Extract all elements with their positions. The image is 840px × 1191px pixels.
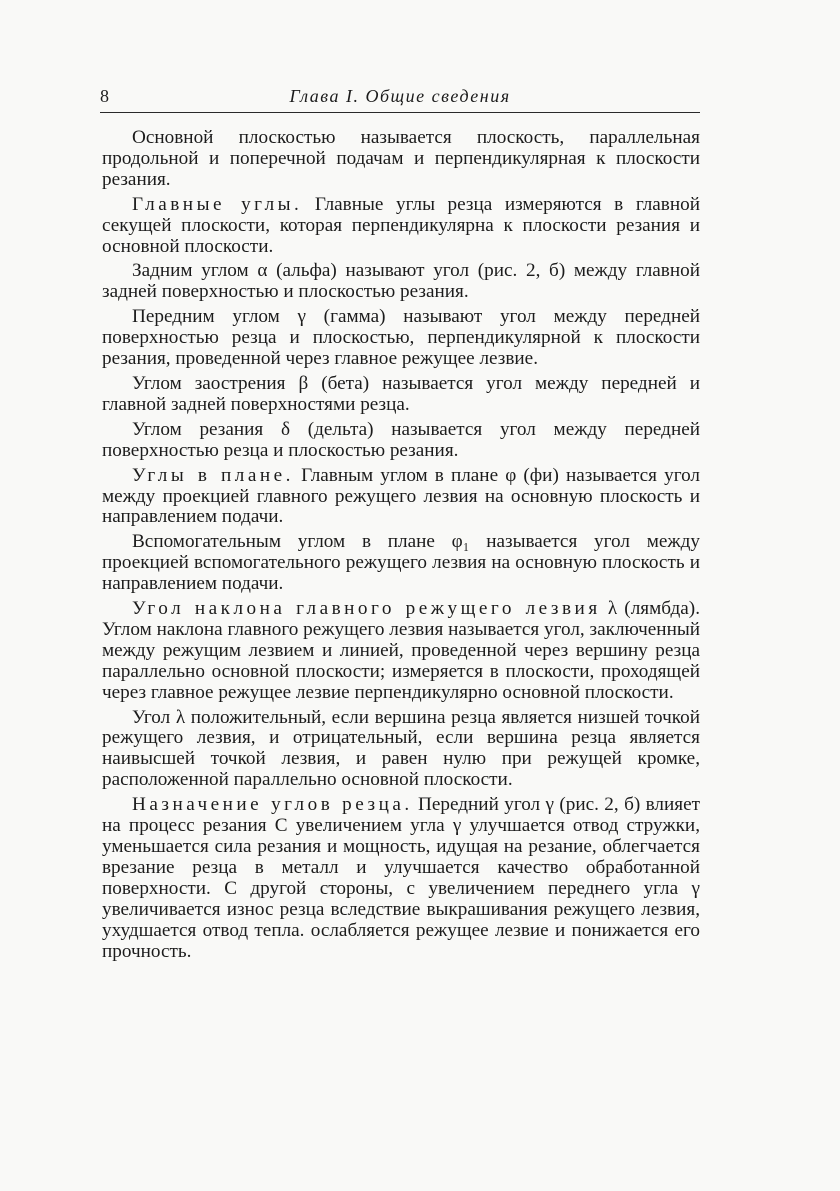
paragraph [102,466,700,529]
paragraph-lead: Главные углы. [132,193,303,215]
paragraph-text: λ (лямбда). Углом наклона главного режущего лезвия называется угол, заключенный между режущим лезвием и линией, проведенной через вершину резца параллельно основной плоскости; измеряется в плоскости, проходящей через главное режущее лезвие перпендикулярно основной плоскости. [102,598,700,703]
paragraph [102,307,700,370]
paragraph-text: Главным углом в плане φ (фи) называется угол между проекцией главного режущего лезвия на основную плоскость и направлением подачи. [102,464,700,528]
paragraph-text: Передний угол γ (рис. 2, б) влияет на процесс резания С увеличением угла γ улучшается отвод стружки, уменьшается сила резания и мощность, идущая на резание, облегчается врезание резца в металл и улучшается качество обработанной поверхности. С другой стороны, с увеличением переднего угла γ увеличивается износ резца вследствие выкрашивания режущего лезвия, ухудшается отвод тепла. ослабляется режущее лезвие и понижается его прочность. [102,794,700,962]
paragraph-text: Угол λ положительный, если вершина резца является низшей точкой режущего лезвия, и отрицательный, если вершина резца является наивысшей точкой лезвия, и равен нулю при режущей кромке, расположенной параллельно основной плоскости. [102,706,700,791]
paragraph-text: Вспомогательным углом в плане φ₁ называется угол между проекцией вспомогательного режущего лезвия на основную плоскость и направлением подачи. [102,531,700,595]
paragraph [102,708,700,792]
paragraph [102,195,700,258]
paragraph [102,795,700,962]
paragraph [102,532,700,595]
paragraph-text: Углом заострения β (бета) называется угол между передней и главной задней поверхностями резца. [102,372,700,415]
paragraph [102,420,700,462]
paragraph-text: Основной плоскостью называется плоскость, параллельная продольной и поперечной подачам и перпендикулярная к плоскости резания. [102,127,700,190]
paragraph [102,599,700,704]
paragraph [102,374,700,416]
paragraph-text: Передним углом γ (гамма) называют угол между передней поверхностью резца и плоскостью, перпендикулярной к плоскости резания, проведенной через главное режущее лезвие. [102,306,700,370]
paragraph-text: Главные углы резца измеряются в главной секущей плоскости, которая перпендикулярна к плоскости резания и основной плоскости. [102,193,700,257]
paragraph-lead: Назначение углов резца. [132,794,413,816]
paragraph [102,261,700,303]
running-title: Глава I. Общие сведения [289,86,511,106]
paragraph-text: Задним углом α (альфа) называют угол (рис. 2, б) между главной задней поверхностью и плоскостью резания. [102,260,700,303]
paragraph-lead: Углы в плане. [132,464,294,486]
page-header [100,86,700,113]
page-body [102,128,700,966]
paragraph-lead: Угол наклона главного режущего лезвия [132,598,601,620]
paragraph [102,128,700,191]
page-number: 8 [100,86,109,106]
paragraph-text: Углом резания δ (дельта) называется угол между передней поверхностью резца и плоскостью резания. [102,418,700,461]
